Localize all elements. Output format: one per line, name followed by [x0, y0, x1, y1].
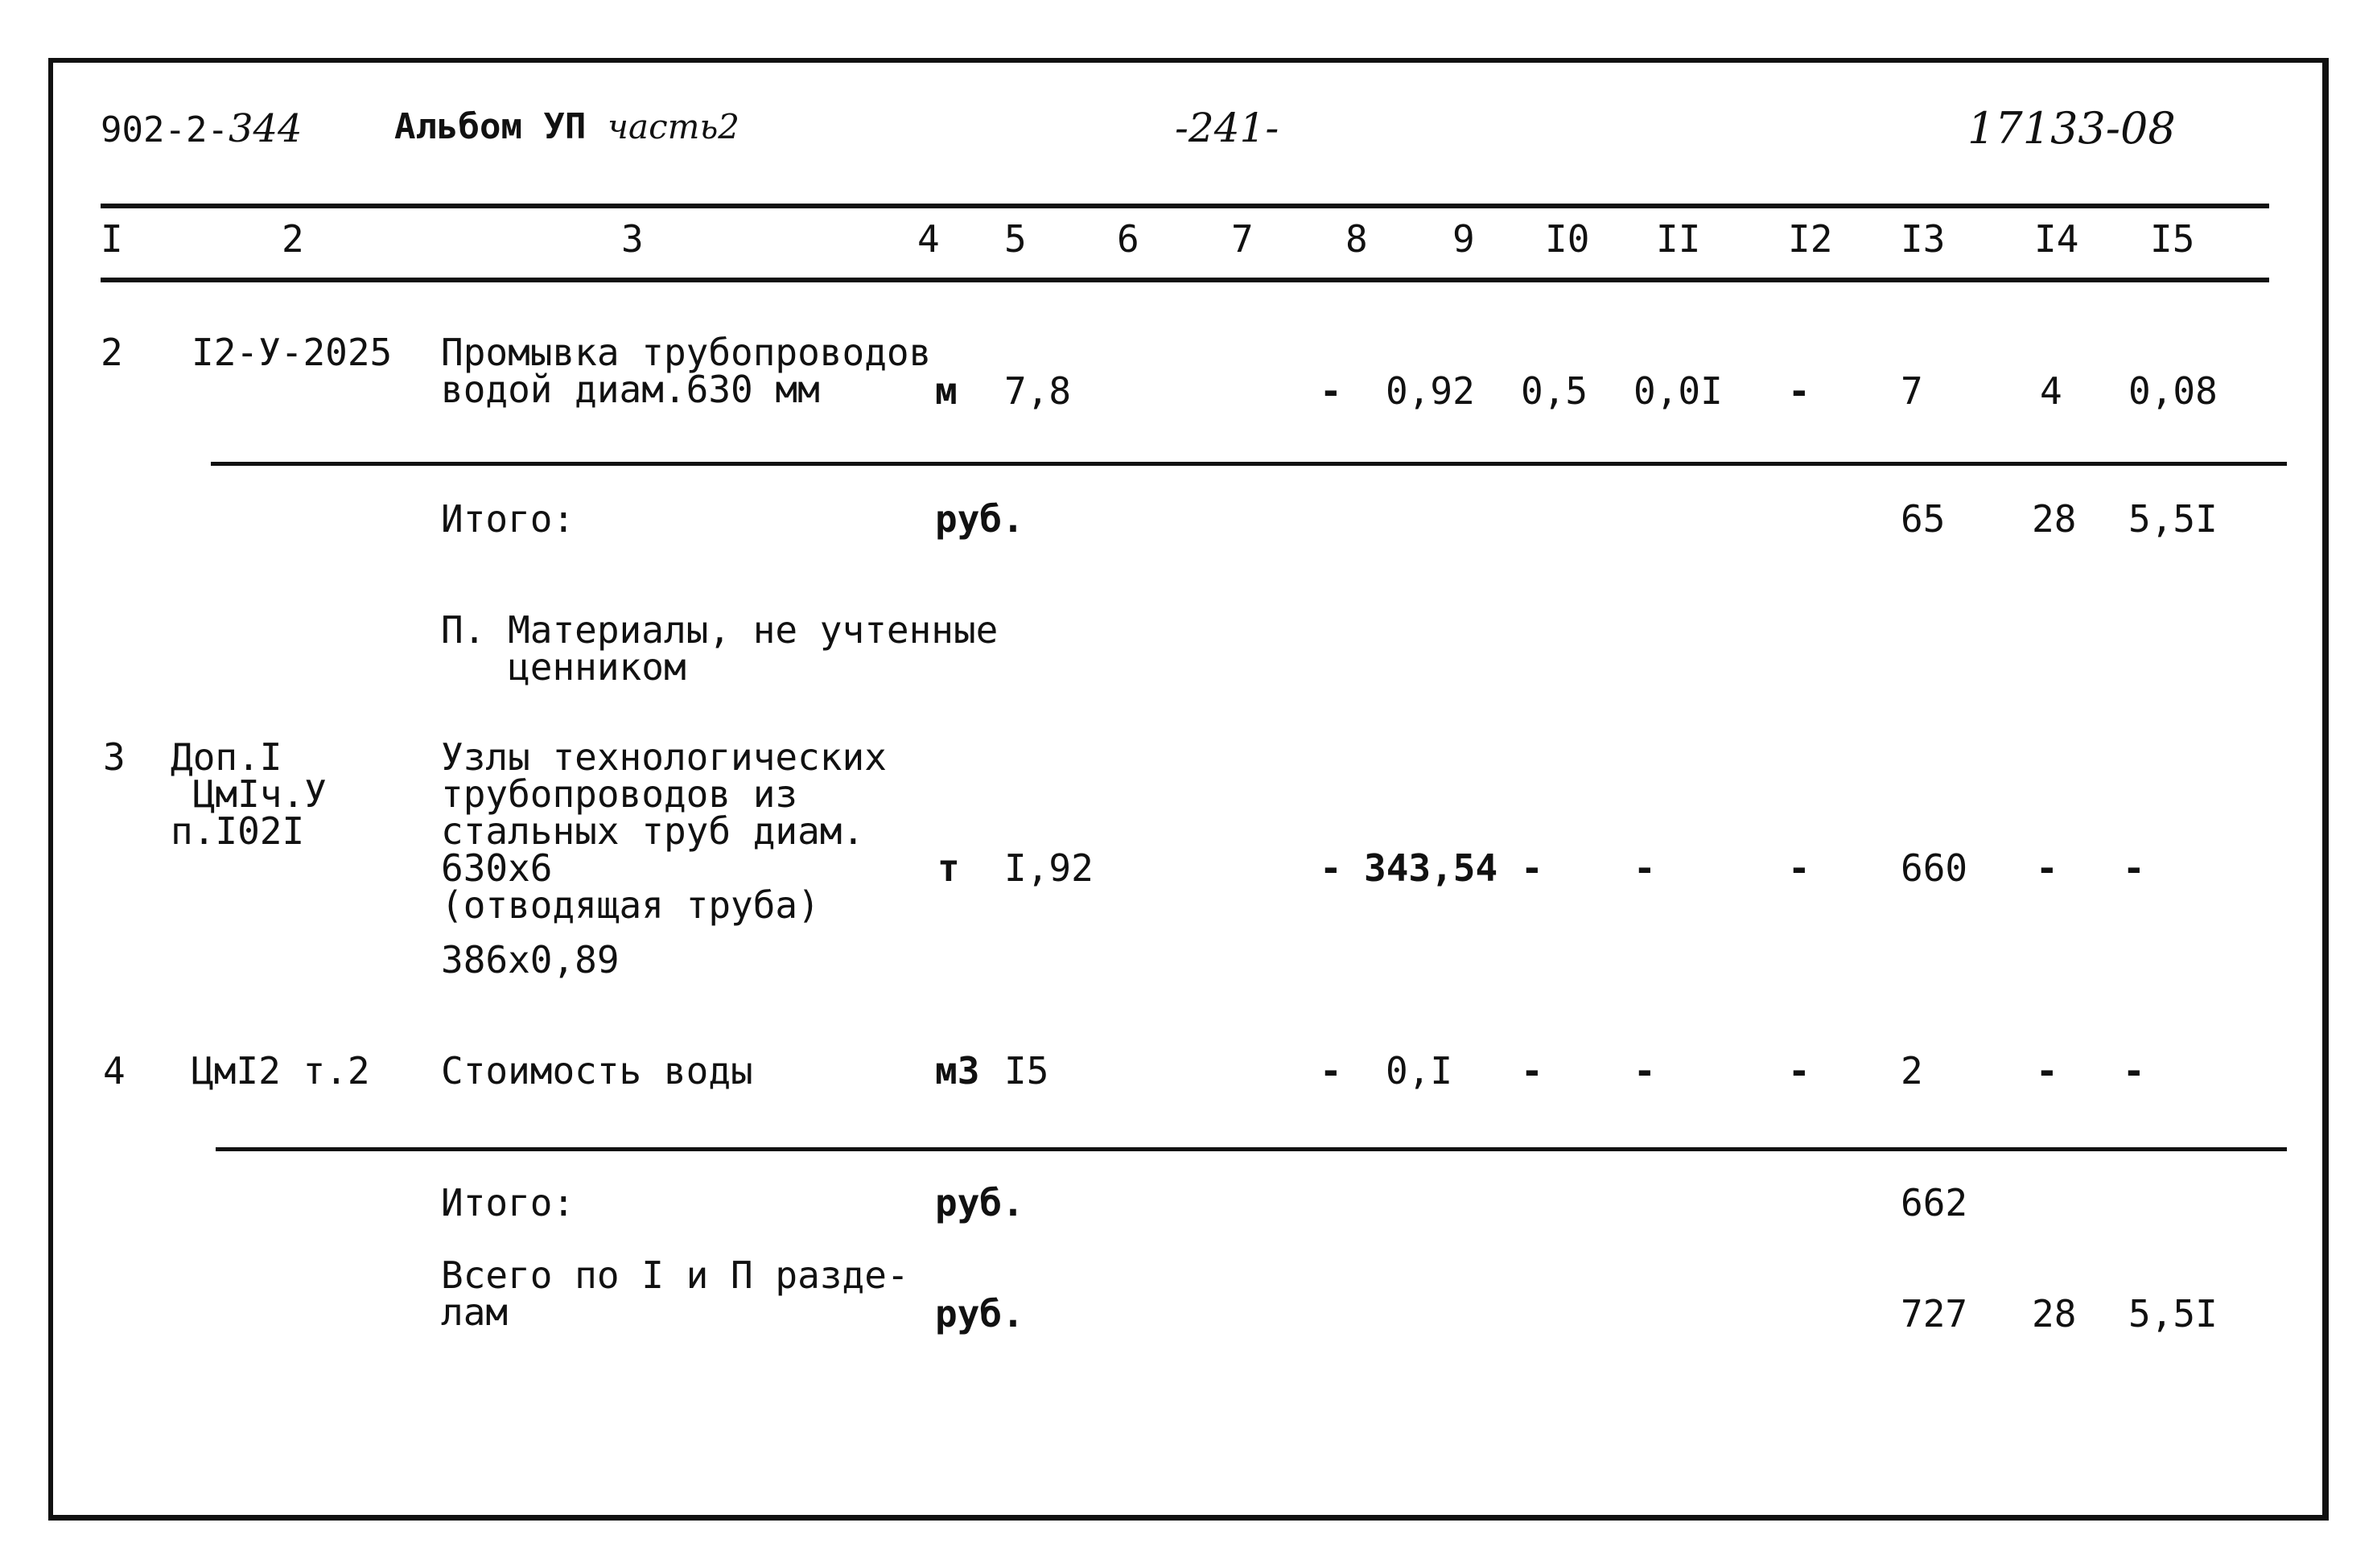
col-header-11: II	[1656, 217, 1701, 261]
row-col14: -	[2036, 1049, 2058, 1093]
row-col11: 0,0I	[1633, 369, 1723, 413]
row-qty: I5	[1004, 1049, 1049, 1093]
page-number: -241-	[1175, 105, 1279, 151]
row-col12: -	[1788, 846, 1811, 890]
subtotal-unit: руб.	[935, 497, 1024, 541]
subtotal-col13: 65	[1901, 497, 1946, 541]
doc-code-prefix: 902-2-	[101, 109, 229, 150]
row-col13: 660	[1901, 846, 1968, 890]
doc-code	[101, 106, 303, 151]
subtotal-col14: 28	[2032, 497, 2077, 541]
row-number: 3	[103, 735, 126, 779]
subtotal-rule-2	[216, 1147, 2287, 1151]
grand-total-label: Всего по I и П разде- лам	[441, 1253, 909, 1334]
row-col15: 0,08	[2128, 369, 2218, 413]
subtotal-label: Итого:	[441, 497, 575, 541]
row-number: 4	[103, 1049, 126, 1093]
col-header-5: 5	[1004, 217, 1027, 261]
col-header-9: 9	[1452, 217, 1475, 261]
col-header-15: I5	[2150, 217, 2195, 261]
grand-total-col13: 727	[1901, 1292, 1968, 1335]
album-label: Альбом УП	[394, 106, 587, 147]
row-col15: -	[2123, 1049, 2145, 1093]
row-name: Узлы технологических трубопроводов из стальных труб диам. 630х6 (отводящая труба)	[441, 735, 887, 927]
col-header-13: I3	[1901, 217, 1946, 261]
album-title	[394, 106, 739, 147]
row-unit: м3	[935, 1049, 980, 1093]
grand-total-col15: 5,5I	[2128, 1292, 2218, 1335]
col-header-3: 3	[621, 217, 644, 261]
row-col9: 0,92	[1386, 369, 1475, 413]
row-code: I2-У-2025	[192, 331, 393, 374]
row-col12: -	[1788, 1049, 1811, 1093]
row-unit: т	[937, 846, 960, 890]
section-title: П. Материалы, не учтенные ценником	[441, 608, 999, 689]
row-number: 2	[101, 331, 123, 374]
header-top-rule	[101, 204, 2269, 208]
col-header-1: I	[101, 217, 123, 261]
row-col10: -	[1521, 1049, 1543, 1093]
col-header-7: 7	[1231, 217, 1254, 261]
col-header-10: I0	[1545, 217, 1590, 261]
row-name: Промывка трубопроводов водой диам.630 мм	[441, 331, 932, 411]
row-col11: -	[1633, 1049, 1656, 1093]
row-col13: 7	[1901, 369, 1923, 413]
subtotal-label: Итого:	[441, 1181, 575, 1224]
row-col13: 2	[1901, 1049, 1923, 1093]
header-bottom-rule	[101, 278, 2269, 282]
col-header-14: I4	[2034, 217, 2079, 261]
album-part: часть2	[607, 107, 740, 146]
row-col10: -	[1521, 846, 1543, 890]
col-header-12: I2	[1788, 217, 1833, 261]
grand-total-unit: руб.	[935, 1292, 1024, 1335]
row-col14: -	[2036, 846, 2058, 890]
row-qty: I,92	[1004, 846, 1094, 890]
row-col10: 0,5	[1521, 369, 1588, 413]
row-col8: -	[1320, 369, 1342, 413]
col-header-6: 6	[1117, 217, 1139, 261]
row-col9: 0,I	[1386, 1049, 1453, 1093]
col-header-2: 2	[282, 217, 304, 261]
row-extra: 386х0,89	[441, 938, 620, 982]
row-unit: м	[935, 369, 958, 413]
row-qty: 7,8	[1004, 369, 1072, 413]
grand-total-col14: 28	[2032, 1292, 2077, 1335]
subtotal-rule-1	[211, 462, 2287, 466]
subtotal-col13: 662	[1901, 1181, 1968, 1224]
sheet-code: 17133-08	[1967, 103, 2176, 154]
col-header-8: 8	[1345, 217, 1368, 261]
row-col14: 4	[2040, 369, 2062, 413]
doc-code-handwritten: 344	[228, 106, 303, 151]
row-col11: -	[1633, 846, 1656, 890]
subtotal-col15: 5,5I	[2128, 497, 2218, 541]
row-col9: 343,54	[1364, 846, 1498, 890]
row-col8: -	[1320, 846, 1342, 890]
subtotal-unit: руб.	[935, 1181, 1024, 1224]
row-name: Стоимость воды	[441, 1049, 753, 1093]
row-code: ЦмI2 т.2	[192, 1049, 370, 1093]
row-col8: -	[1320, 1049, 1342, 1093]
col-header-4: 4	[917, 217, 940, 261]
row-col12: -	[1788, 369, 1811, 413]
row-code: Доп.I ЦмIч.У п.I02I	[171, 735, 327, 853]
row-col15: -	[2123, 846, 2145, 890]
